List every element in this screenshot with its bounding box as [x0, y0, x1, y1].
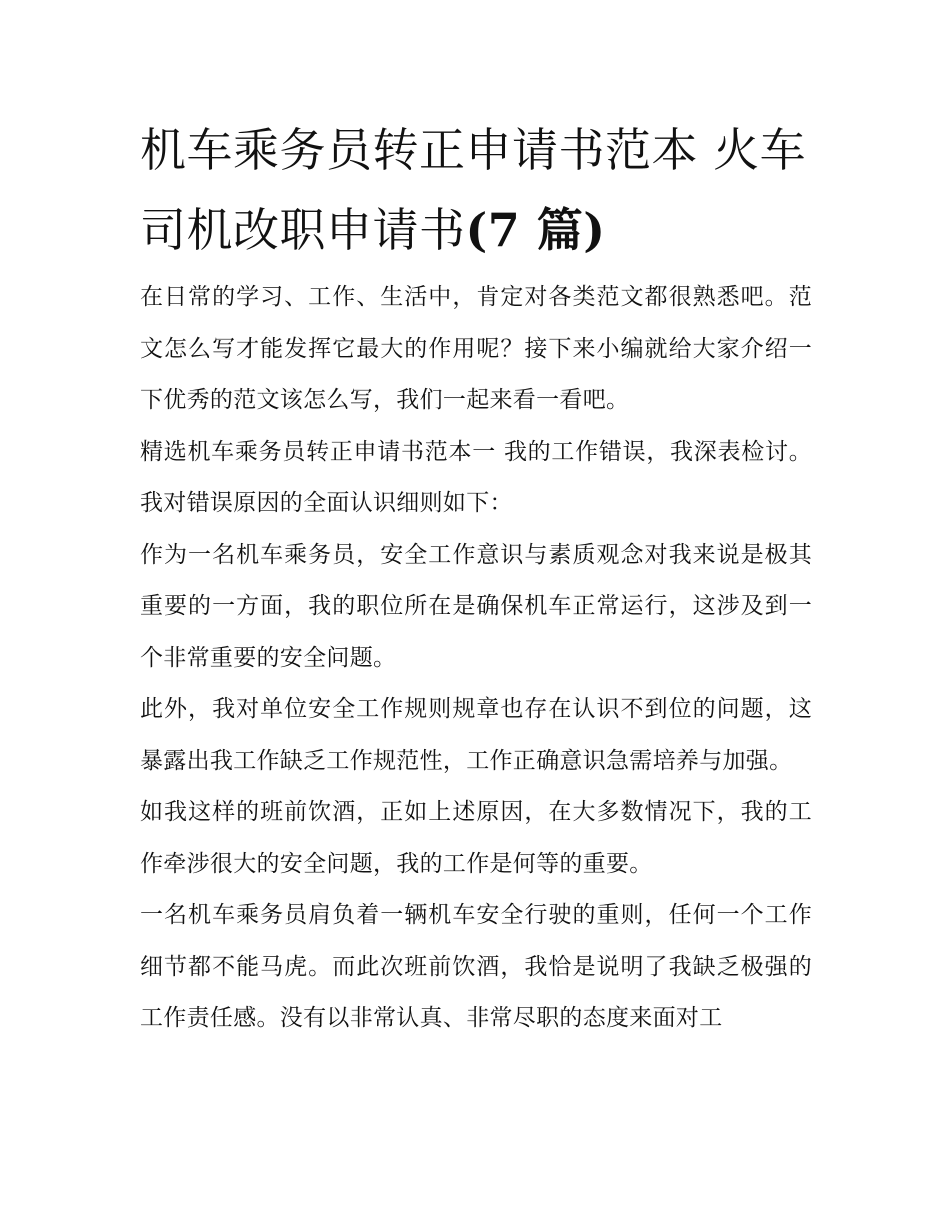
- paragraph-rules-understanding: 此外，我对单位安全工作规则规章也存在认识不到位的问题，这暴露出我工作缺乏工作规范性，工作正确意识急需培养与加强。: [140, 696, 812, 774]
- document-title-suffix: (7 篇): [465, 203, 606, 257]
- document-title: [140, 110, 820, 270]
- document-body: [140, 272, 812, 1045]
- paragraph-selected-sample: 精选机车乘务员转正申请书范本一 我的工作错误，我深表检讨。我对错误原因的全面认识细则如下：: [140, 438, 812, 516]
- paragraph-responsibility: 一名机车乘务员肩负着一辆机车安全行驶的重则，任何一个工作细节都不能马虎。而此次班前饮酒，我恰是说明了我缺乏极强的工作责任感。没有以非常认真、非常尽职的态度来面对工: [140, 902, 812, 1031]
- paragraph-drinking-before-shift: 如我这样的班前饮酒，正如上述原因，在大多数情况下，我的工作牵涉很大的安全问题，我的工作是何等的重要。: [140, 799, 812, 877]
- paragraph-safety-awareness: 作为一名机车乘务员，安全工作意识与素质观念对我来说是极其重要的一方面，我的职位所在是确保机车正常运行，这涉及到一个非常重要的安全问题。: [140, 541, 812, 671]
- document-title-main: 机车乘务员转正申请书范本 火车司机改职申请书: [140, 123, 807, 257]
- paragraph-intro: 在日常的学习、工作、生活中，肯定对各类范文都很熟悉吧。范文怎么写才能发挥它最大的作用呢？接下来小编就给大家介绍一下优秀的范文该怎么写，我们一起来看一看吧。: [140, 284, 812, 413]
